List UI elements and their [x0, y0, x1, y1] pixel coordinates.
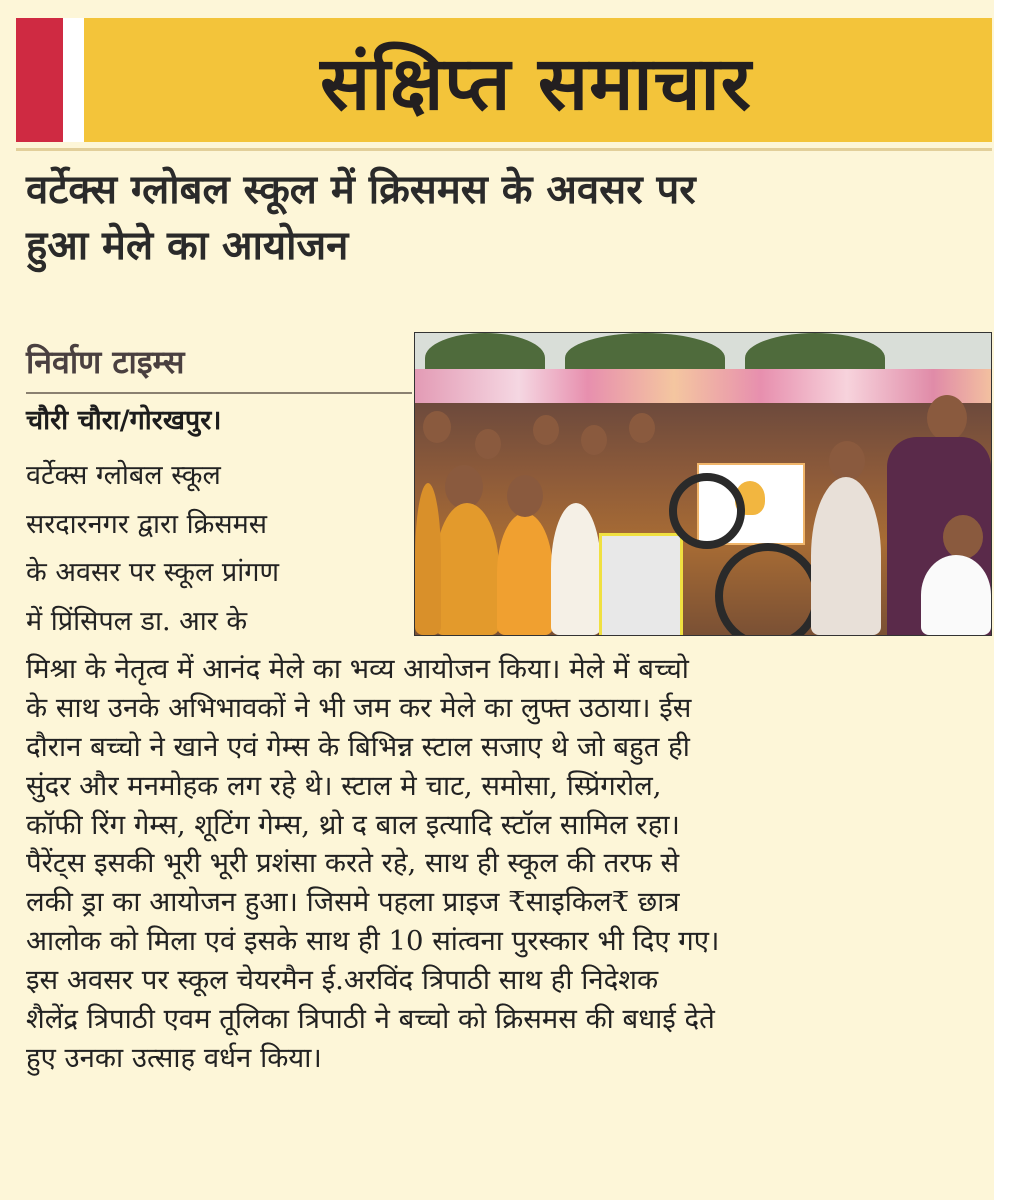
headline-line: हुआ मेले का आयोजन: [26, 223, 349, 269]
body-line: सुंदर और मनमोहक लग रहे थे। स्टाल मे चाट, समोसा, स्प्रिंगरोल,: [26, 769, 662, 802]
byline-divider: [26, 392, 412, 394]
body-line: सरदारनगर द्वारा क्रिसमस: [26, 508, 267, 540]
photo-person: [581, 425, 607, 455]
banner-divider: [16, 148, 992, 151]
body-line: मिश्रा के नेतृत्व में आनंद मेले का भव्य आयोजन किया। मेले में बच्चो: [26, 653, 689, 685]
photo-bicycle-wheel: [669, 473, 745, 549]
photo-person: [497, 513, 553, 635]
photo-person: [507, 475, 543, 517]
photo-person: [829, 441, 865, 481]
body-line: लकी ड्रा का आयोजन हुआ। जिसमे पहला प्राइज ₹साइकिल₹ छात्र: [26, 886, 680, 919]
photo-person: [629, 413, 655, 443]
photo-person: [533, 415, 559, 445]
photo-person: [435, 503, 499, 635]
page-margin: [994, 0, 1015, 1200]
event-photo: [414, 332, 992, 636]
banner-red-stripe: [16, 18, 63, 142]
body-line: दौरान बच्चो ने खाने एवं गेम्स के बिभिन्न स्टाल सजाए थे जो बहुत ही: [26, 730, 690, 763]
photo-person: [811, 477, 881, 635]
body-line: में प्रिंसिपल डा. आर के: [26, 605, 248, 637]
article-byline: निर्वाण टाइम्स: [26, 343, 185, 381]
photo-person: [927, 395, 967, 441]
article-body-narrow: [26, 452, 410, 646]
article-headline: [26, 162, 986, 274]
photo-person: [943, 515, 983, 559]
body-line: इस अवसर पर स्कूल चेयरमैन ई.अरविंद त्रिपाठी साथ ही निदेशक: [26, 964, 659, 997]
photo-person: [921, 555, 991, 635]
body-line: शैलेंद्र त्रिपाठी एवम तूलिका त्रिपाठी ने बच्चो को क्रिसमस की बधाई देते: [26, 1003, 715, 1036]
photo-gift-bag: [599, 533, 683, 636]
photo-tent-canopy: [415, 369, 991, 405]
body-line: कॉफी रिंग गेम्स, शूटिंग गेम्स, थ्रो द बाल इत्यादि स्टॉल सामिल रहा।: [26, 808, 680, 841]
photo-person: [475, 429, 501, 459]
body-line: के साथ उनके अभिभावकों ने भी जम कर मेले का लुफ्त उठाया। ईस: [26, 691, 692, 724]
photo-person: [551, 503, 601, 635]
body-line: पैरेंट्स इसकी भूरी भूरी प्रशंसा करते रहे, साथ ही स्कूल की तरफ से: [26, 847, 680, 880]
headline-line: वर्टेक्स ग्लोबल स्कूल में क्रिसमस के अवसर पर: [26, 167, 696, 213]
section-title: संक्षिप्त समाचार: [320, 40, 752, 127]
body-line: हुए उनका उत्साह वर्धन किया।: [26, 1041, 322, 1074]
banner-white-stripe: [63, 18, 84, 142]
photo-person: [423, 411, 451, 443]
body-line: वर्टेक्स ग्लोबल स्कूल: [26, 460, 221, 491]
body-line: के अवसर पर स्कूल प्रांगण: [26, 557, 280, 588]
photo-person: [415, 483, 441, 635]
article-dateline: चौरी चौरा/गोरखपुर।: [26, 405, 222, 436]
article-body-wide: [26, 650, 988, 1078]
body-line: आलोक को मिला एवं इसके साथ ही 10 सांत्वना पुरस्कार भी दिए गए।: [26, 925, 720, 958]
section-banner: [16, 18, 992, 142]
